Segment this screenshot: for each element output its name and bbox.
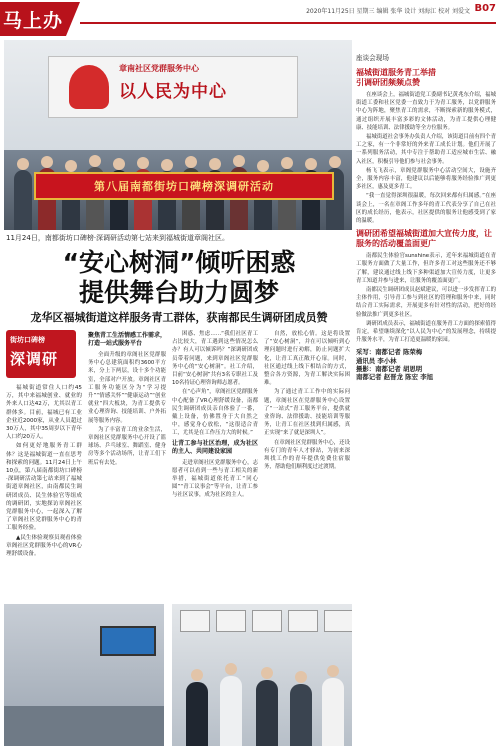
sidebar-paragraph: “我一直觉得深圳很温暖，每次回来都有归属感。”在座谈会上，一名在章阁工作多年的青工代表分享了自己在社区的成长经历，他表示，社区提供的服务让他感受到了家的温暖。 — [356, 193, 496, 225]
page-number: B07 — [474, 3, 496, 14]
photo-board — [48, 56, 298, 118]
photo-wall-panel — [216, 610, 246, 632]
sidebar-heading-sub: 引调研团频频点赞 — [356, 78, 420, 87]
body-paragraph: 在“心声角”，章阁社区党群服务中心配备了VR心理舒缓设备，南都民生调研团成员亲自体验了一番，戴上设备，仿佛置身于大自然之中，感觉身心放松，“这很适合青工，尤其是在工作压力大的时候。” — [172, 389, 258, 437]
person — [220, 676, 242, 746]
credit-line: 南都记者 赵晋龙 陈宏 李旭 — [356, 373, 433, 382]
sidebar-heading — [356, 68, 496, 88]
person — [290, 684, 312, 746]
sidebar-paragraph: 南都民生调研团成员赵斌建议，可以进一步发挥青工的主体作用，引导青工参与到社区的管理和服务中来，同时结合青工实际需求，开展更多有针对性的活动，把好的经验做法推广到更多社区。 — [356, 287, 496, 318]
person — [14, 170, 32, 230]
credit-line: 采写：南都记者 陈荣梅 — [356, 348, 423, 357]
section-brand: 马上办 — [0, 2, 66, 36]
body-paragraph: 自然，放松心情。这是将设置了“安心树洞”，并在可以倾听到心理问题时进行劝解，防止问题扩大化，让青工真正敞开心扉。同时，社区通过线上线下相结合的方式，整合各方资源，为青工解决实际困难。 — [264, 331, 350, 387]
column-badge — [6, 330, 76, 378]
body-paragraph: 为了通过青工工作中的实际问题，章阁社区在党群服务中心设置了“一站式”青工服务平台，提供就业咨询、法律援助、技能培训等服务，让青工在社区找到归属感，真正实现“来了就是深圳人”。 — [264, 389, 350, 437]
headline-line-2: 提供舞台助力圆梦 — [78, 278, 279, 307]
top-photo-caption: 11月24日，南都街坊口碑榜·深调研活动第七站来到福城街道章阁社区。 — [6, 234, 230, 242]
party-emblem-icon — [69, 65, 109, 109]
photo-desk — [4, 706, 164, 746]
photo-wall-panel — [180, 610, 210, 632]
photo-event-banner: 第八届南都街坊口碑榜深调研活动 — [34, 172, 334, 200]
sidebar-heading-main: 福城街道服务青工举措 — [356, 68, 436, 77]
person — [322, 678, 344, 746]
body-column-3 — [172, 330, 258, 501]
sidebar-paragraph: 南都民生体验官sunshine表示，近年来福城街道在青工服务方面做了大量工作，但许多青工对这些服务还不够了解，建议通过线上线下多种渠道加大宣传力度，让更多青工知道并参与进来，让服务的覆盖面更广。 — [356, 253, 496, 284]
sidebar-paragraph: 在座谈会上，福城街道党工委副书记黄兆东介绍，福城街道工委和社区党委一直致力于为青工服务，以党群服务中心为阵地，聚焦青工的需求，不断探索新的服务模式，通过组织开展丰富多彩的文体活动，为青工提供心理健康、技能培训、法律援助等全方位服务。 — [356, 92, 496, 131]
body-paragraph: 为了丰富青工的业余生活，章阁社区党群服务中心开设了篮球场、乒乓球室、舞蹈室、健身房等多个活动场所，让青工们下班后有去处。 — [88, 426, 166, 466]
sidebar-paragraph: 杨飞飞表示，章阁党群服务中心活动空间大，设施齐全，服务内容丰富，他建议以后能够将服务经验推广到更多社区，惠及更多青工。 — [356, 167, 496, 191]
body-paragraph: 走进章阁社区党群服务中心，志愿者可以看到一些与青工相关的新举措，福城街道依托青工“同心圆”“青工议事会”等平台，让青工参与社区议事，成为社区的主人。 — [172, 459, 258, 499]
section-heading: 聚焦青工生活情感工作需求，打造一站式服务平台 — [88, 332, 167, 347]
person — [186, 682, 208, 746]
photo-people — [172, 666, 352, 746]
headline-subtitle: 龙华区福城街道这样服务青工群体，获南都民生调研团成员赞 — [30, 311, 328, 324]
body-paragraph: 困惑、焦虑……“我们社区青工占比较大，青工遇到这些情况怎么办？有人可以倾诉吗？”深调研团成员带着问题，来到章阁社区党群服务中心的“安心树洞”。社工介绍，目前“安心树洞”共有3名专职社工及10名持证心理咨询师志愿者。 — [172, 331, 258, 387]
body-paragraph: 全面升级的章阁社区党群服务中心总建筑面积约3600平方米，分上下两层，设十多个功能室，全部对户开放。章阁社区青工服务功能区分为“学习提升”“情感关怀”“健康运动”“创业就业”四大板块，为青工提供专业心理咨询、技能培训、户外拓展等服务内容。 — [88, 352, 166, 424]
sidebar-heading-2: 调研团希望福城街道加大宣传力度，让服务的活动覆盖面更广 — [356, 229, 492, 249]
inline-photo-caption: ▲民生体验观察员观看体验章阁社区党群服务中心的VR心理舒缓设备。 — [6, 534, 82, 558]
sidebar-column — [356, 52, 496, 381]
credit-line: 摄影：南都记者 胡思明 — [356, 364, 423, 373]
sidebar-paragraph: 调研团成员表示，福城街道在服务青工方面的探索值得肯定，希望继续深化“以人民为中心”的发展理念，持续提升服务水平，为青工打造更温暖的家园。 — [356, 320, 496, 344]
lead-paragraph: 如何更好地服务青工群体？这是福城街道一直在思考和探索的问题。11月24日上午10点，第八届南都街坊口碑榜·深调研活动第七站来到了福城街道章阁社区，由南都民生调研团成员、民生体验官等组成的调研团，实地探访章阁社区党群服务中心，一起深入了解了章阁社区党群服务中心的青工服务经验。 — [6, 443, 82, 532]
credit-line: 通讯员 李小林 — [356, 356, 397, 365]
badge-big-text: 深调研 — [10, 350, 59, 368]
section-heading: 让青工参与社区治理，成为社区的主人、共同建设家园 — [172, 439, 258, 455]
body-column-4 — [264, 330, 350, 472]
bottom-left-photo — [4, 604, 164, 746]
top-photo — [4, 40, 352, 230]
sidebar-kicker: 座谈会现场 — [356, 54, 389, 62]
badge-small-text: 街坊口碑榜 — [10, 336, 45, 344]
byline-credits — [356, 348, 496, 381]
body-column-2 — [88, 330, 166, 468]
photo-screen — [100, 626, 156, 656]
photo-wall-panel — [288, 610, 318, 632]
header-rule — [80, 22, 496, 24]
body-paragraph: 在章阁社区党群服务中心，还设有专门的青年人才驿站，为初来深圳找工作的青年提供免费住宿服务，帮助他们顺利度过过渡期。 — [264, 439, 350, 471]
article-headline — [6, 248, 352, 326]
photo-board-slogan: 以人民为中心 — [119, 82, 227, 102]
photo-board-subtitle: 章南社区党群服务中心 — [119, 64, 199, 73]
photo-wall-panel — [252, 610, 282, 632]
bottom-right-photo — [172, 604, 352, 746]
photo-wall-panel — [324, 610, 352, 632]
lead-column — [6, 384, 82, 559]
sidebar-paragraph: 福城街道社会事务办负责人介绍，该街道目前有四个青工之家，有一个非常好的外来青工成长计划。他们开展了一系列服务活动，其中专注于帮助青工适应城市生活、融入社区，积极引导他们参与社会事务。 — [356, 134, 496, 165]
lead-paragraph: 福城街道常住人口约45万，其中来福城创业、就业的外来人口达42万，尤其以青工群体多。目前，福城已有工业企业近2000家，从业人员超过30万人，其中35周岁以下青年人口约20万人。 — [6, 385, 82, 441]
issue-meta: 2020年11月25日 星期三 编辑 张华 设计 刘海江 校对 刘爱文 — [306, 8, 470, 15]
brand-tail — [66, 2, 80, 36]
headline-line-1: “安心树洞”倾听困惑 — [62, 248, 296, 277]
person — [256, 680, 278, 746]
page-header — [0, 0, 500, 38]
